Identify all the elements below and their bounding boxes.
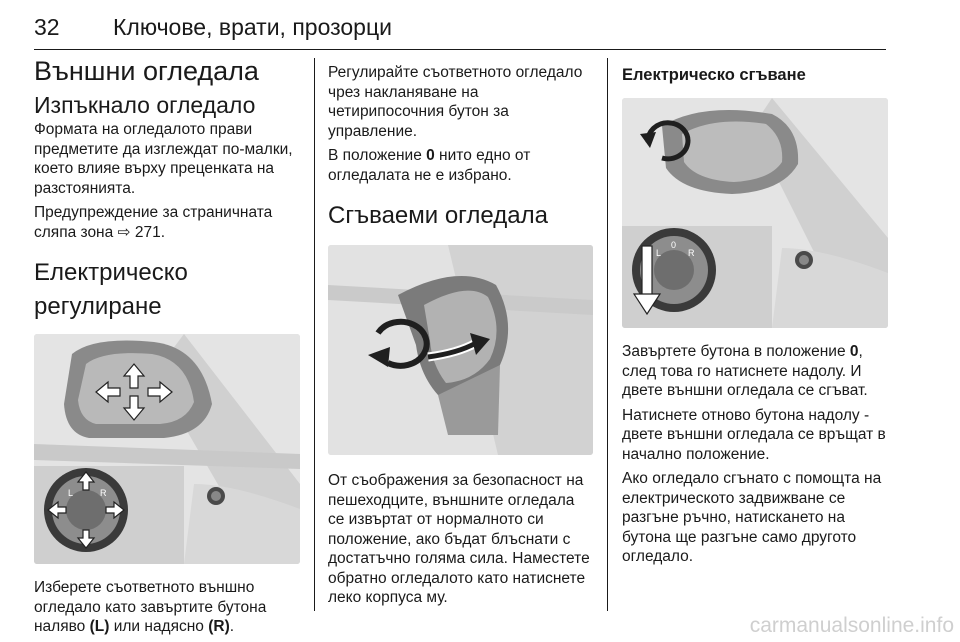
adjust-instruction: Регулирайте съответното огледало чрез накланяване на четирипосочния бутон за управление. bbox=[328, 64, 583, 140]
watermark: carmanualsonline.info bbox=[749, 614, 954, 637]
electric-folding-note: Ако огледало сгънато с помощта на електрическото задвижване се разгъне ръчно, натискането на бутона ще разгъне само другото огледало. bbox=[622, 470, 882, 565]
knob-label-zero: 0 bbox=[671, 240, 677, 250]
folding-mirrors-heading: Сгъваеми огледала bbox=[328, 202, 548, 229]
electric-adjust-caption: Изберете съответното външно огледало като завъртите бутона наляво (L) или надясно (R). bbox=[34, 579, 267, 635]
column-divider-1 bbox=[314, 58, 315, 611]
page-header bbox=[34, 14, 886, 54]
knob-label-l: L bbox=[656, 248, 662, 258]
column-divider-2 bbox=[607, 58, 608, 611]
header-rule bbox=[34, 49, 886, 50]
folding-mirror-illustration bbox=[328, 245, 593, 455]
blind-spot-reference: Предупреждение за страничната сляпа зона ⇨ 271. bbox=[34, 204, 273, 241]
knob-label-r: R bbox=[100, 488, 107, 498]
folding-mirrors-text: От съображения за безопасност на пешеходците, външните огледала се извъртат от нормалното си положение, ако бъдат блъснати с достатъчно голяма сила. Наместете обратно огледалото като натиснете леко корпуса му. bbox=[328, 472, 590, 606]
page-number: 32 bbox=[34, 14, 60, 40]
electric-folding-heading: Електрическо сгъване bbox=[622, 66, 806, 84]
column-2 bbox=[328, 63, 593, 613]
electric-adjust-heading: Електрическо регулиране bbox=[34, 259, 188, 320]
position-zero-note: В положение 0 нито едно от огледалата не е избрано. bbox=[328, 147, 531, 184]
convex-mirror-text: Формата на огледалото прави предметите да изглеждат по-малки, което влияе върху преценката на разстоянията. bbox=[34, 121, 293, 197]
section-title: Външни огледала bbox=[34, 56, 259, 86]
column-3 bbox=[622, 64, 888, 572]
electric-folding-step1: Завъртете бутона в положение 0, след това го натиснете надолу. И двете външни огледала се сгъват. bbox=[622, 343, 868, 399]
electric-folding-step2: Натиснете отново бутона надолу - двете външни огледала се връщат в начално положение. bbox=[622, 406, 886, 463]
electric-folding-illustration bbox=[622, 98, 888, 328]
convex-mirror-heading: Изпъкнало огледало bbox=[34, 92, 256, 118]
running-title: Ключове, врати, прозорци bbox=[113, 14, 392, 40]
knob-label-l: L bbox=[68, 488, 74, 498]
knob-label-r: R bbox=[688, 248, 695, 258]
column-1 bbox=[34, 52, 300, 642]
mirror-adjust-illustration bbox=[34, 334, 300, 564]
